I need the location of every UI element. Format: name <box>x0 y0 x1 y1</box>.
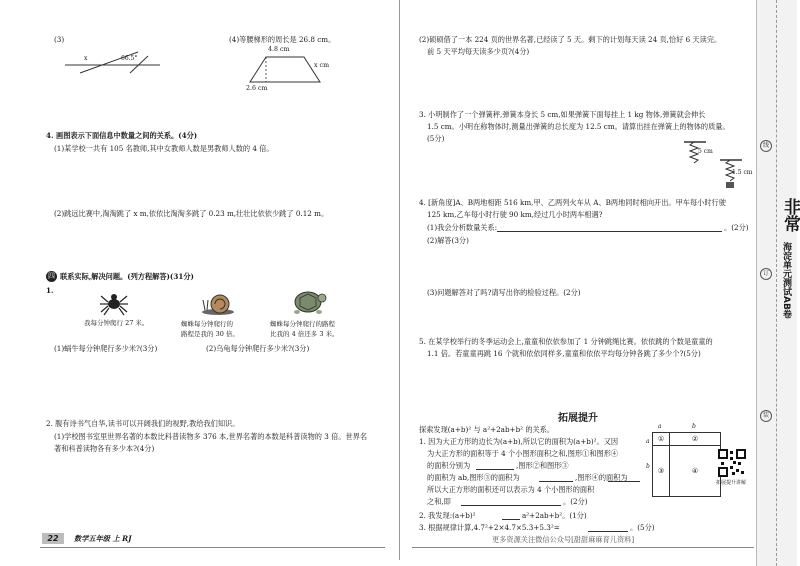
extension-intro: 探索发现(a+b)² 与 a²+2ab+b² 的关系。 <box>419 425 555 434</box>
angle-x-label: x <box>84 55 88 62</box>
ext-1-points: 。(2分) <box>563 497 588 506</box>
ext-1-blank-a[interactable] <box>476 469 514 470</box>
ext-1-blank-b[interactable] <box>539 481 573 482</box>
ext-1-line4b: ,图形④的面积为 <box>575 473 628 482</box>
r4-line2: 125 km,乙车每小时行驶 90 km,经过几小时两车相遇? <box>427 210 603 219</box>
snail-icon <box>200 292 236 316</box>
ext-2: 2. 我发现:(a+b)² <box>419 511 476 520</box>
snail-caption-line2: 路程是我的 30 倍。 <box>181 330 239 338</box>
ext-3b: 。(5分) <box>630 523 655 532</box>
s4-item-1: (1)某学校一共有 105 名教师,其中女教师人数是男教师人数的 4 倍。 <box>54 144 274 153</box>
footer-rule-right <box>412 547 754 548</box>
page-divider <box>399 0 400 560</box>
binding-mark-2: 订 <box>760 268 772 280</box>
grid-label-b-side: b <box>646 463 650 470</box>
r4-q2: (2)解答(3分) <box>427 236 469 245</box>
spring-scale-figure <box>684 140 744 190</box>
problem-2-line2: (1)学校图书室里世界名著的本数比科普读物多 376 本,世界名著的本数是科普读物的 3 倍。世界名 <box>54 432 368 441</box>
ext-1-line4: 的面积为 ab,图形③的面积为 <box>427 473 520 482</box>
r4-q1-points: 。(2分) <box>724 223 749 232</box>
spring-length-label: 5 cm <box>698 148 713 155</box>
ext-1-line3b: ,图形②和图形③ <box>516 461 569 470</box>
square-grid <box>652 432 721 497</box>
section-4-title: 联系实际,解决问题。(列方程解答)(31分) <box>60 272 194 281</box>
section-4-badge: 四 <box>48 272 55 280</box>
brand-logo: 非常 <box>780 198 800 232</box>
snail-caption-line1: 蜘蛛每分钟爬行的 <box>181 320 233 328</box>
spider-icon <box>98 290 130 316</box>
spring-stretch-label: 1.5 cm <box>732 169 753 176</box>
problem-1-q1: (1)蜗牛每分钟爬行多少米?(3分) <box>54 344 158 353</box>
ext-2-blank[interactable] <box>502 519 520 520</box>
trapezoid-side-label: x cm <box>314 62 330 69</box>
ext-1-line6: 之和,即 <box>427 497 451 506</box>
ext-3: 3. 根据规律计算,4.7²+2×4.7×5.3+5.3²= <box>419 523 560 532</box>
ext-1-line2: 为大正方形的面积等于 4 个小图形面积之和,图形①和图形④ <box>427 449 619 458</box>
ext-2b: a²+2ab+b²。(1分) <box>522 511 587 520</box>
ext-1-line5: 所以大正方形的面积还可以表示为 4 个小图形的面积 <box>427 485 595 494</box>
grid-label-a-side: a <box>646 438 650 445</box>
grid-label-a-top: a <box>658 423 662 430</box>
grid-cell-3: ③ <box>653 446 670 497</box>
r4-line1: 4. [新角度]A、B两地相距 516 km,甲、乙两列火车从 A、B两地同时相向开出。甲车每小时行驶 <box>419 198 726 207</box>
square-diagram <box>646 423 722 484</box>
grid-cell-2: ② <box>670 433 721 446</box>
r5-line2: 1.1 倍。若童童再跳 16 个就和依依同样多,童童和依依平均每分钟各跳了多少个?(5分) <box>427 349 701 358</box>
trapezoid-bottom-label: 2.6 cm <box>246 85 268 92</box>
r3-line3: (5分) <box>427 134 445 143</box>
problem-1-q2: (2)乌龟每分钟爬行多少米?(3分) <box>206 344 310 353</box>
turtle-icon <box>288 286 328 318</box>
angle-figure <box>60 48 170 76</box>
footer-subject: 数学五年级 上 RJ <box>74 534 132 543</box>
page-number: 22 <box>42 533 64 544</box>
problem-1-number: 1. <box>46 286 54 295</box>
r4-q1: (1)我会分析数量关系: <box>427 223 498 232</box>
extension-title: 拓展提升 <box>558 413 598 424</box>
r4-q1-answer-blank[interactable] <box>497 231 722 232</box>
binding-margin <box>756 0 800 566</box>
q4-text: (4)等腰梯形的周长是 26.8 cm。 <box>229 35 336 44</box>
turtle-caption-line1: 蜘蛛每分钟爬行的路程 <box>270 320 335 328</box>
grid-cell-4: ④ <box>670 446 721 497</box>
ext-1-blank-d[interactable] <box>461 505 561 506</box>
ext-1-blank-c[interactable] <box>608 481 640 482</box>
q3-label: (3) <box>54 35 65 44</box>
grid-cell-1: ① <box>653 433 670 446</box>
problem-2-line3: 著和科普读物各有多少本?(4分) <box>54 444 155 453</box>
r2-line2: 前 5 天平均每天读多少页?(4分) <box>427 47 530 56</box>
problem-2-line1: 2. 腹有诗书气自华,读书可以开阔我们的视野,教给我们知识。 <box>46 419 240 428</box>
ext-1-line3: 的面积分别为 <box>427 461 471 470</box>
cut-line <box>776 0 778 566</box>
binding-mark-3: 装 <box>760 410 772 422</box>
ext-1-line1: 1. 因为大正方形的边长为(a+b),所以它的面积为(a+b)²。又因 <box>419 437 619 446</box>
r4-q3: (3)问题解答对了吗?请写出你的检验过程。(2分) <box>427 288 581 297</box>
r2-line1: (2)硕硕借了一本 224 页的世界名著,已经读了 5 天。剩下的计划每天读 24 页,恰好 6 天读完。 <box>419 35 722 44</box>
turtle-caption-line2: 比我的 4 倍还多 3 米。 <box>270 330 339 338</box>
ext-3-blank[interactable] <box>588 531 628 532</box>
brand-subtitle: 海淀单元测试AB卷 <box>781 242 791 319</box>
section-4-heading: 4. 画图表示下面信息中数量之间的关系。(4分) <box>46 131 198 140</box>
qr-code-icon[interactable] <box>718 449 746 477</box>
qr-caption: 拓展提升讲解 <box>716 480 747 486</box>
r3-line1: 3. 小明制作了一个弹簧秤,弹簧本身长 5 cm,如果弹簧下面每挂上 1 kg 物体,弹簧就会伸长 <box>419 110 706 119</box>
footer-resource-note: 更多资源关注微信公众号[甜甜麻麻育儿资料] <box>492 535 635 544</box>
grid-label-b-top: b <box>692 423 696 430</box>
footer-rule-left <box>40 547 385 548</box>
r5-line1: 5. 在某学校举行的冬季运动会上,童童和依依参加了 1 分钟跳绳比赛。依依跳的个数是童童的 <box>419 337 713 346</box>
s4-item-2: (2)跳远比赛中,淘淘跳了 x m,依依比淘淘多跳了 0.23 m,壮壮比依依少跳了 0.12 m。 <box>54 209 329 218</box>
angle-value-label: 66.5° <box>121 55 138 62</box>
binding-mark-1: 线 <box>760 140 772 152</box>
spider-caption: 我每分钟爬行 27 米。 <box>84 319 149 327</box>
r3-line2: 1.5 cm。小明在称物体时,测量出弹簧的总长度为 12.5 cm。请算出挂在弹簧上的物体的质量。 <box>427 122 730 131</box>
trapezoid-top-label: 4.8 cm <box>268 46 290 53</box>
